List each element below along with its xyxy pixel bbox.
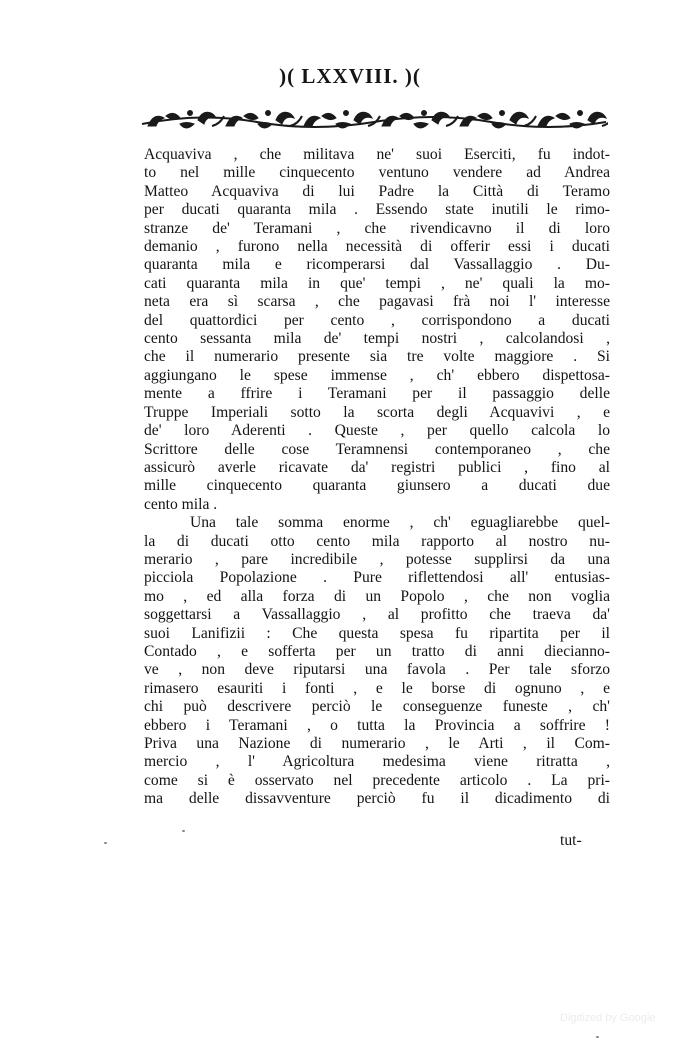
- text-line: rimasero esauriti i fonti , e le borse di ognuno , e: [144, 679, 610, 697]
- page-header: )( LXXVIII. )(: [279, 64, 421, 88]
- text-line: del quattordici per cento , corrispondono a ducati: [144, 311, 610, 329]
- text-line: Matteo Acquaviva di lui Padre la Città di Teramo: [144, 182, 610, 200]
- text-line: Truppe Imperiali sotto la scorta degli Acquavivi , e: [144, 403, 610, 421]
- print-speck: [596, 1036, 599, 1038]
- print-speck: [104, 842, 107, 844]
- watermark: Digitized by Google: [560, 1012, 656, 1024]
- text-line: Priva una Nazione di numerario , le Arti , il Com-: [144, 735, 610, 752]
- text-line: che il numerario presente sia tre volte maggiore . Si: [144, 348, 610, 366]
- text-line: la di ducati otto cento mila rapporto al nostro nu-: [144, 532, 610, 550]
- text-line: de' loro Aderenti . Queste , per quello calcola lo: [144, 422, 610, 440]
- text-line: chi può descrivere perciò le conseguenze funeste , ch': [144, 698, 610, 716]
- text-line: ve , non deve riputarsi una favola . Per tale sforzo: [144, 661, 610, 679]
- text-line: cati quaranta mila in que' tempi , ne' quali la mo-: [144, 274, 610, 292]
- text-line: Una tale somma enorme , ch' eguagliarebbe quel-: [190, 514, 610, 532]
- text-line: merario , pare incredibile , potesse supplirsi da una: [144, 550, 610, 568]
- text-line: come si è osservato nel precedente articolo . La pri-: [144, 771, 610, 789]
- text-line: mille cinquecento quaranta giunsero a ducati due: [144, 477, 610, 495]
- text-line: Contado , e sofferta per un tratto di anni dieciannо-: [144, 642, 610, 660]
- floral-vine-border-icon: [140, 104, 608, 134]
- body-text: [144, 146, 610, 809]
- text-line: neta era sì scarsa , che pagavasi frà noi l' interesse: [144, 293, 610, 311]
- text-line: soggettarsi a Vassallaggio , al profitto che traeva da': [144, 606, 610, 624]
- catchword: tut-: [560, 832, 582, 849]
- text-line: mercio , l' Agricoltura medesima viene ritratta ,: [144, 753, 610, 771]
- text-line: mente a ffrire i Teramani per il passaggio delle: [144, 385, 610, 403]
- text-line: suoi Lanifizii : Che questa spesa fu ripartita per il: [144, 624, 610, 642]
- text-line: ebbero i Teramani , o tutta la Provincia a soffrire !: [144, 716, 610, 734]
- text-line: aggiungano le spese immense , ch' ebbero dispettosa-: [144, 366, 610, 384]
- text-line: per ducati quaranta mila . Essendo state inutili le rimo-: [144, 201, 610, 219]
- text-line: picciola Popolazione . Pure riflettendosi all' entusias-: [144, 569, 610, 587]
- text-line: cento sessanta mila de' tempi nostri , calcolandosi ,: [144, 330, 610, 348]
- print-speck: [182, 830, 185, 832]
- text-line: Scrittore delle cose Teramnensi contemporaneo , che: [144, 440, 610, 458]
- text-line: assicurò averle ricavate da' registri publici , fino al: [144, 458, 610, 476]
- text-line: mo , ed alla forza di un Popolo , che non voglia: [144, 587, 610, 605]
- text-line: Acquaviva , che militava ne' suoi Eserciti, fu indot-: [144, 146, 610, 163]
- text-line: ma delle dissavventure perciò fu il dicadimento di: [144, 790, 610, 808]
- text-line: demanio , furono nella necessità di offerir essi i ducati: [144, 238, 610, 256]
- text-line: stranze de' Teramani , che rivendicavno il di loro: [144, 219, 610, 237]
- text-line: to nel mille cinquecento ventuno vendere ad Andrea: [144, 164, 610, 182]
- text-line: cento mila .: [144, 495, 218, 513]
- text-line: quaranta mila e ricomperarsi dal Vassallaggio . Du-: [144, 256, 610, 274]
